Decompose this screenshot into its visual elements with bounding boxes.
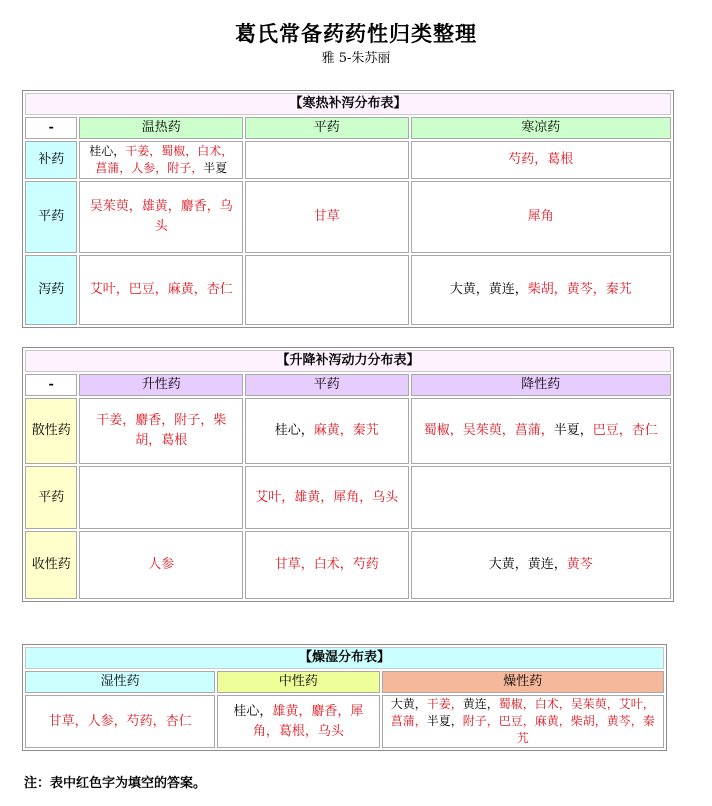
table-caption: 【寒热补泻分布表】 <box>25 93 671 115</box>
answer-text: 甘草 <box>313 209 340 224</box>
table-cell <box>79 531 243 599</box>
given-text: 桂心， <box>89 144 126 158</box>
column-header-rising: 升性药 <box>79 374 243 396</box>
answer-text: 蜀椒，吴茱萸，菖蒲， <box>423 423 554 438</box>
column-header-falling: 降性药 <box>411 374 671 396</box>
row-label: 散性药 <box>25 398 77 464</box>
table-cell <box>411 255 671 325</box>
answer-text: 麻黄，秦艽 <box>313 423 379 438</box>
answer-text: 黄芩 <box>566 557 593 572</box>
row-label: 平药 <box>25 466 77 529</box>
row-label: 补药 <box>25 141 77 179</box>
table-cell <box>79 141 243 179</box>
given-text: 黄连， <box>462 697 499 711</box>
column-header-cold: 寒凉药 <box>411 117 671 139</box>
page-title: 葛氏常备药药性归类整理 <box>235 21 477 46</box>
table-cell <box>79 181 243 253</box>
dry-damp-table <box>22 644 667 751</box>
table-cell <box>245 141 409 179</box>
given-text: 桂心， <box>233 703 273 719</box>
table-cell <box>245 255 409 325</box>
column-header-dry: 燥性药 <box>382 671 664 693</box>
column-header-warm: 温热药 <box>79 117 243 139</box>
table-cell <box>25 695 215 748</box>
table-cell <box>411 531 671 599</box>
answer-text: 艾叶，雄黄，犀角，乌头 <box>255 489 399 505</box>
given-text: 半夏 <box>203 161 228 175</box>
given-text: 大黄， <box>390 697 427 711</box>
answer-text: 芍药，葛根 <box>508 152 574 167</box>
footnote: 注：表中红色字为填空的答案。 <box>24 776 207 791</box>
given-text: 大黄，黄连， <box>488 557 567 572</box>
answer-text: 甘草，人参，芍药，杏仁 <box>48 713 192 729</box>
row-label: 平药 <box>25 181 77 253</box>
table-cell <box>245 531 409 599</box>
rise-fall-table <box>22 347 674 602</box>
answer-text: 干姜，蜀椒，白术，菖蒲，人参，附子， <box>95 144 234 175</box>
table-cell <box>79 466 243 529</box>
column-header-damp: 湿性药 <box>25 671 215 693</box>
corner-cell: - <box>25 117 77 139</box>
table-cell <box>79 255 243 325</box>
page-subtitle: 雅 5-朱苏丽 <box>321 51 391 66</box>
given-text: 半夏， <box>553 423 593 438</box>
answer-text: 雄黄，麝香，犀角，葛根，乌头 <box>252 703 364 739</box>
answer-text: 艾叶，巴豆，麻黄，杏仁 <box>89 282 233 297</box>
row-label: 泻药 <box>25 255 77 325</box>
table-cell <box>411 398 671 464</box>
answer-text: 巴豆，杏仁 <box>592 423 658 438</box>
answer-text: 吴茱萸，雄黄，麝香，乌头 <box>89 199 233 234</box>
answer-text: 柴胡，黄芩，秦艽 <box>527 282 632 297</box>
answer-text: 甘草，白术，芍药 <box>274 557 379 572</box>
table-cell <box>411 141 671 179</box>
answer-text: 人参 <box>148 557 175 572</box>
table-caption: 【升降补泻动力分布表】 <box>25 350 671 372</box>
column-header-neutral: 中性药 <box>217 671 379 693</box>
table-cell <box>79 398 243 464</box>
table-cell <box>245 181 409 253</box>
table-cell <box>382 695 664 748</box>
column-header-neutral: 平药 <box>245 374 409 396</box>
table-cell <box>411 181 671 253</box>
cold-heat-table <box>22 90 674 328</box>
corner-cell: - <box>25 374 77 396</box>
table-cell <box>217 695 379 748</box>
table-cell <box>245 466 409 529</box>
given-text: 大黄，黄连， <box>449 282 528 297</box>
answer-text: 干姜，麝香，附子，柴胡，葛根 <box>96 413 227 448</box>
table-cell <box>411 466 671 529</box>
given-text: 半夏， <box>426 714 463 728</box>
answer-text: 附子，巴豆，麻黄，柴胡，黄芩，秦艽 <box>462 714 655 745</box>
row-label: 收性药 <box>25 531 77 599</box>
answer-text: 干姜， <box>426 697 463 711</box>
answer-text: 蜀椒，白术，吴茱萸，艾叶，菖蒲， <box>390 697 655 728</box>
given-text: 桂心， <box>274 423 314 438</box>
table-caption: 【燥湿分布表】 <box>25 647 664 669</box>
column-header-neutral: 平药 <box>245 117 409 139</box>
table-cell <box>245 398 409 464</box>
answer-text: 犀角 <box>527 209 554 224</box>
